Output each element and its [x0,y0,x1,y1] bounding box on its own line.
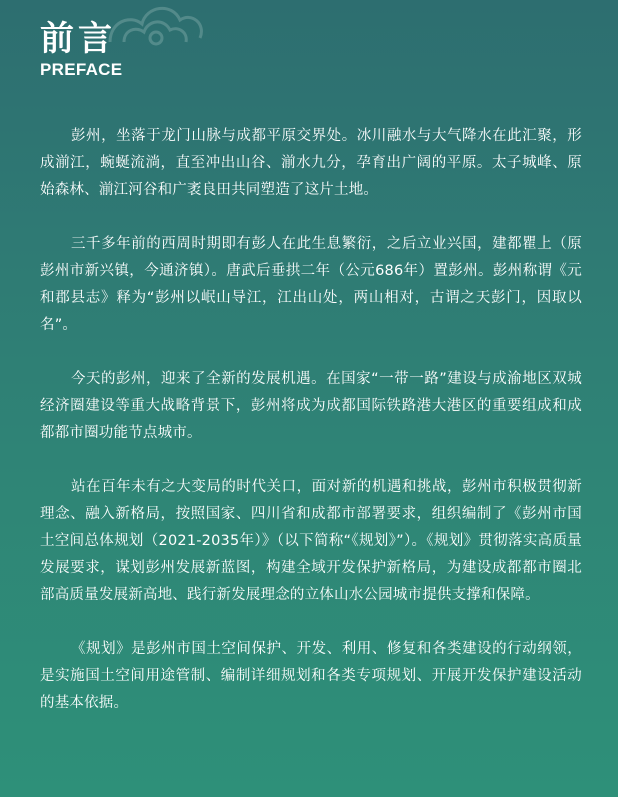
paragraph-intro: 彭州，坐落于龙门山脉与成都平原交界处。冰川融水与大气降水在此汇聚，形成湔江，蜿蜒流淌，直至冲出山谷、湔水九分，孕育出广阔的平原。太子城峰、原始森林、湔江河谷和广袤良田共同塑造了这片土地。 [40,128,582,198]
paragraph-history: 三千多年前的西周时期即有彭人在此生息繁衍，之后立业兴国，建都瞿上（原彭州市新兴镇，今通济镇）。唐武后垂拱二年（公元686年）置彭州。彭州称谓《元和郡县志》释为“彭州以岷山导江，江出山处，两山相对，古谓之天彭门，因取以名”。 [40,236,582,333]
page-subtitle-english: PREFACE [40,60,123,79]
paragraph-planning: 站在百年未有之大变局的时代关口，面对新的机遇和挑战，彭州市积极贯彻新理念、融入新格局，按照国家、四川省和成都市部署要求，组织编制了《彭州市国土空间总体规划（2021-2035年）》（以下简称“《规划》”）。《规划》贯彻落实高质量发展要求，谋划彭州发展新蓝图，构建全域开发保护新格局，为建设成都都市圈北部高质量发展新高地、践行新发展理念的立体山水公园城市提供支撑和保障。 [40,479,582,603]
page-header [40,20,122,80]
paragraph-guideline: 《规划》是彭州市国土空间保护、开发、利用、修复和各类建设的行动纲领，是实施国土空间用途管制、编制详细规划和各类专项规划、开展开发保护建设活动的基本依据。 [40,641,582,711]
paragraph-opportunity: 今天的彭州，迎来了全新的发展机遇。在国家“一带一路”建设与成渝地区双城经济圈建设等重大战略背景下，彭州将成为成都国际铁路港大港区的重要组成和成都都市圈功能节点城市。 [40,371,582,441]
preface-body [40,123,582,744]
page-title: 前言 [40,19,116,59]
